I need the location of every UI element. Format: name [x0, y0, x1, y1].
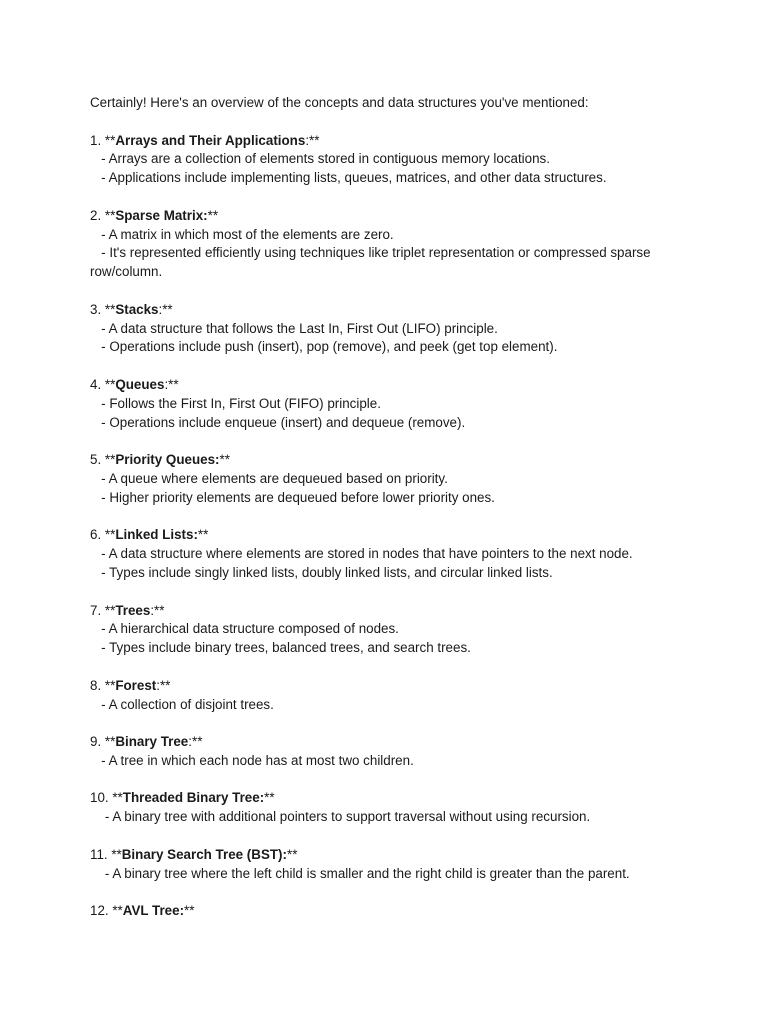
item-detail: - A collection of disjoint trees.	[90, 696, 274, 712]
item-title: Sparse Matrix:	[115, 207, 208, 223]
item-number: 3. **	[90, 301, 116, 317]
item-suffix: **	[197, 527, 209, 543]
list-item	[90, 602, 680, 658]
list-item	[90, 677, 680, 715]
item-suffix: :**	[305, 132, 320, 148]
list-item	[90, 902, 680, 921]
item-number: 5. **	[90, 452, 116, 468]
list-item	[90, 789, 680, 827]
item-title: AVL Tree:	[122, 903, 185, 919]
list-item-heading	[90, 376, 680, 395]
item-title: Trees	[115, 602, 151, 618]
list-item	[90, 132, 680, 188]
list-item-heading	[90, 602, 680, 621]
item-detail: - A binary tree with additional pointers to support traversal without using recursion.	[90, 809, 591, 825]
item-title: Binary Tree	[115, 734, 189, 750]
list-item-heading	[90, 677, 680, 696]
item-title: Binary Search Tree (BST):	[121, 846, 287, 862]
item-number: 11. **	[90, 846, 122, 862]
list-item-heading	[90, 451, 680, 470]
list-item	[90, 376, 680, 432]
list-item-heading	[90, 846, 680, 865]
item-suffix: :**	[164, 376, 179, 392]
document-body	[90, 94, 680, 940]
item-suffix: **	[264, 790, 275, 806]
item-detail: - A binary tree where the left child is smaller and the right child is greater than the parent.	[90, 865, 630, 881]
item-detail: - A hierarchical data structure composed of nodes.	[90, 621, 399, 637]
item-suffix: :**	[158, 301, 173, 317]
item-title: Priority Queues:	[115, 452, 220, 468]
item-suffix: **	[207, 207, 219, 223]
item-title: Linked Lists:	[115, 527, 198, 543]
list-item	[90, 451, 680, 507]
item-detail: - It's represented efficiently using techniques like triplet representation or compressed sparse row/column.	[90, 245, 655, 280]
item-detail: - Types include binary trees, balanced trees, and search trees.	[90, 640, 471, 656]
item-detail: - Operations include enqueue (insert) and dequeue (remove).	[90, 414, 466, 430]
item-number: 10. **	[90, 790, 123, 806]
item-detail: - Applications include implementing lists, queues, matrices, and other data structures.	[90, 170, 607, 186]
item-number: 1. **	[90, 132, 116, 148]
list-item	[90, 207, 680, 282]
list-item	[90, 526, 680, 582]
item-suffix: **	[219, 452, 230, 468]
item-detail: - A data structure where elements are stored in nodes that have pointers to the next node.	[90, 546, 633, 562]
item-title: Stacks	[115, 301, 159, 317]
list-item	[90, 733, 680, 771]
item-suffix: :**	[188, 734, 203, 750]
item-number: 8. **	[90, 677, 116, 693]
list-item-heading	[90, 207, 680, 226]
item-detail: - A queue where elements are dequeued based on priority.	[90, 470, 448, 486]
item-detail: - Operations include push (insert), pop (remove), and peek (get top element).	[90, 339, 558, 355]
item-title: Threaded Binary Tree:	[122, 790, 265, 806]
item-number: 6. **	[90, 527, 116, 543]
item-title: Arrays and Their Applications	[115, 132, 306, 148]
item-suffix: **	[286, 846, 298, 862]
item-detail: - A data structure that follows the Last In, First Out (LIFO) principle.	[90, 320, 498, 336]
item-detail: - Follows the First In, First Out (FIFO) principle.	[90, 395, 381, 411]
list-item-heading	[90, 526, 680, 545]
item-suffix: :**	[150, 602, 165, 618]
item-number: 4. **	[90, 376, 116, 392]
item-detail: - Arrays are a collection of elements stored in contiguous memory locations.	[90, 151, 550, 167]
item-number: 2. **	[90, 207, 116, 223]
item-number: 9. **	[90, 734, 116, 750]
item-detail: - Higher priority elements are dequeued before lower priority ones.	[90, 489, 495, 505]
list-item-heading	[90, 733, 680, 752]
list-item	[90, 846, 680, 884]
item-number: 7. **	[90, 602, 116, 618]
item-detail: - Types include singly linked lists, doubly linked lists, and circular linked lists.	[90, 564, 553, 580]
item-title: Forest	[115, 677, 157, 693]
item-detail: - A matrix in which most of the elements are zero.	[90, 226, 394, 242]
item-title: Queues	[115, 376, 165, 392]
item-number: 12. **	[90, 903, 123, 919]
item-suffix: :**	[156, 677, 171, 693]
item-detail: - A tree in which each node has at most two children.	[90, 752, 414, 768]
list-item-heading	[90, 789, 680, 808]
list-item-heading	[90, 132, 680, 151]
list-item-heading	[90, 301, 680, 320]
list-item-heading	[90, 902, 680, 921]
list-item	[90, 301, 680, 357]
item-suffix: **	[184, 903, 195, 919]
intro-paragraph: Certainly! Here's an overview of the concepts and data structures you've mentioned:	[90, 95, 589, 110]
